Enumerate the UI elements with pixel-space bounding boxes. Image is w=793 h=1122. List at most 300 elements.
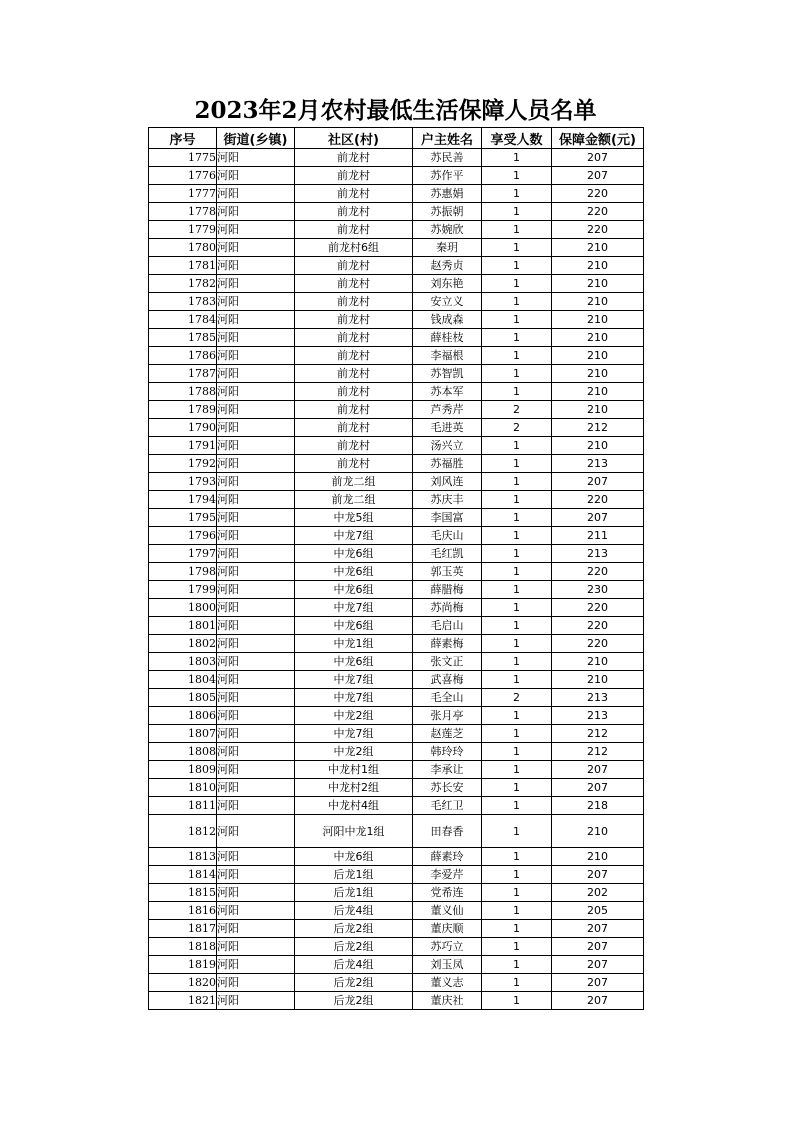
householder-cell: 芦秀芹 <box>413 401 482 419</box>
householder-cell: 董庆顺 <box>413 920 482 938</box>
street-cell: 河阳 <box>217 920 295 938</box>
table-row <box>149 725 644 743</box>
persons-cell: 1 <box>482 761 552 779</box>
street-cell: 河阳 <box>217 707 295 725</box>
table-row <box>149 902 644 920</box>
householder-cell: 苏智凯 <box>413 365 482 383</box>
householder-cell: 苏振朝 <box>413 203 482 221</box>
community-cell: 中龙7组 <box>295 671 413 689</box>
street-cell: 河阳 <box>217 581 295 599</box>
amount-cell: 220 <box>552 491 644 509</box>
householder-cell: 张月亭 <box>413 707 482 725</box>
table-row <box>149 848 644 866</box>
persons-cell: 1 <box>482 938 552 956</box>
table-row <box>149 185 644 203</box>
persons-cell: 1 <box>482 221 552 239</box>
community-cell: 中龙7组 <box>295 527 413 545</box>
table-row <box>149 992 644 1010</box>
street-cell: 河阳 <box>217 725 295 743</box>
street-cell: 河阳 <box>217 974 295 992</box>
community-cell: 前龙村 <box>295 329 413 347</box>
community-cell: 中龙7组 <box>295 689 413 707</box>
community-cell: 前龙村 <box>295 185 413 203</box>
header-persons: 享受人数 <box>482 128 552 149</box>
householder-cell: 武喜梅 <box>413 671 482 689</box>
community-cell: 前龙村 <box>295 419 413 437</box>
householder-cell: 苏尚梅 <box>413 599 482 617</box>
householder-cell: 苏福胜 <box>413 455 482 473</box>
persons-cell: 1 <box>482 797 552 815</box>
header-community: 社区(村) <box>295 128 413 149</box>
householder-cell: 钱成森 <box>413 311 482 329</box>
householder-cell: 郭玉英 <box>413 563 482 581</box>
table-row <box>149 383 644 401</box>
serial-cell: 1805 <box>149 689 217 707</box>
persons-cell: 1 <box>482 653 552 671</box>
table-row <box>149 455 644 473</box>
serial-cell: 1785 <box>149 329 217 347</box>
householder-cell: 薛素梅 <box>413 635 482 653</box>
header-row <box>149 128 644 149</box>
amount-cell: 210 <box>552 347 644 365</box>
householder-cell: 李承让 <box>413 761 482 779</box>
amount-cell: 212 <box>552 743 644 761</box>
persons-cell: 2 <box>482 689 552 707</box>
amount-cell: 220 <box>552 635 644 653</box>
householder-cell: 苏民善 <box>413 149 482 167</box>
householder-cell: 刘玉凤 <box>413 956 482 974</box>
community-cell: 前龙村 <box>295 221 413 239</box>
persons-cell: 1 <box>482 203 552 221</box>
serial-cell: 1802 <box>149 635 217 653</box>
street-cell: 河阳 <box>217 185 295 203</box>
table-row <box>149 491 644 509</box>
serial-cell: 1820 <box>149 974 217 992</box>
table-row <box>149 920 644 938</box>
amount-cell: 210 <box>552 671 644 689</box>
table-row <box>149 974 644 992</box>
amount-cell: 210 <box>552 257 644 275</box>
householder-cell: 毛全山 <box>413 689 482 707</box>
householder-cell: 苏长安 <box>413 779 482 797</box>
table-row <box>149 779 644 797</box>
householder-cell: 毛进英 <box>413 419 482 437</box>
householder-cell: 苏庆丰 <box>413 491 482 509</box>
householder-cell: 苏作平 <box>413 167 482 185</box>
amount-cell: 210 <box>552 365 644 383</box>
serial-cell: 1786 <box>149 347 217 365</box>
community-cell: 中龙村4组 <box>295 797 413 815</box>
community-cell: 河阳中龙1组 <box>295 815 413 848</box>
serial-cell: 1817 <box>149 920 217 938</box>
street-cell: 河阳 <box>217 419 295 437</box>
serial-cell: 1787 <box>149 365 217 383</box>
serial-cell: 1788 <box>149 383 217 401</box>
street-cell: 河阳 <box>217 599 295 617</box>
serial-cell: 1777 <box>149 185 217 203</box>
serial-cell: 1794 <box>149 491 217 509</box>
householder-cell: 董义仙 <box>413 902 482 920</box>
householder-cell: 董义志 <box>413 974 482 992</box>
table-row <box>149 203 644 221</box>
householder-cell: 毛启山 <box>413 617 482 635</box>
persons-cell: 1 <box>482 563 552 581</box>
householder-cell: 毛红卫 <box>413 797 482 815</box>
householder-cell: 董庆社 <box>413 992 482 1010</box>
householder-cell: 刘东艳 <box>413 275 482 293</box>
householder-cell: 汤兴立 <box>413 437 482 455</box>
table-row <box>149 275 644 293</box>
persons-cell: 1 <box>482 473 552 491</box>
serial-cell: 1779 <box>149 221 217 239</box>
header-serial: 序号 <box>149 128 217 149</box>
amount-cell: 213 <box>552 689 644 707</box>
persons-cell: 1 <box>482 992 552 1010</box>
householder-cell: 赵秀贞 <box>413 257 482 275</box>
table-row <box>149 293 644 311</box>
serial-cell: 1806 <box>149 707 217 725</box>
serial-cell: 1814 <box>149 866 217 884</box>
street-cell: 河阳 <box>217 779 295 797</box>
community-cell: 前龙村 <box>295 293 413 311</box>
street-cell: 河阳 <box>217 617 295 635</box>
community-cell: 中龙7组 <box>295 599 413 617</box>
table-row <box>149 689 644 707</box>
street-cell: 河阳 <box>217 743 295 761</box>
table-row <box>149 311 644 329</box>
street-cell: 河阳 <box>217 635 295 653</box>
serial-cell: 1780 <box>149 239 217 257</box>
table-row <box>149 419 644 437</box>
householder-cell: 田春香 <box>413 815 482 848</box>
street-cell: 河阳 <box>217 527 295 545</box>
amount-cell: 207 <box>552 167 644 185</box>
street-cell: 河阳 <box>217 455 295 473</box>
serial-cell: 1789 <box>149 401 217 419</box>
table-row <box>149 149 644 167</box>
community-cell: 前龙村 <box>295 167 413 185</box>
householder-cell: 李爱芹 <box>413 866 482 884</box>
persons-cell: 1 <box>482 275 552 293</box>
serial-cell: 1799 <box>149 581 217 599</box>
householder-cell: 苏巧立 <box>413 938 482 956</box>
serial-cell: 1798 <box>149 563 217 581</box>
street-cell: 河阳 <box>217 473 295 491</box>
street-cell: 河阳 <box>217 902 295 920</box>
amount-cell: 213 <box>552 455 644 473</box>
serial-cell: 1781 <box>149 257 217 275</box>
table-row <box>149 545 644 563</box>
persons-cell: 1 <box>482 149 552 167</box>
street-cell: 河阳 <box>217 563 295 581</box>
street-cell: 河阳 <box>217 401 295 419</box>
table-row <box>149 563 644 581</box>
street-cell: 河阳 <box>217 815 295 848</box>
serial-cell: 1811 <box>149 797 217 815</box>
serial-cell: 1821 <box>149 992 217 1010</box>
community-cell: 前龙村 <box>295 455 413 473</box>
street-cell: 河阳 <box>217 293 295 311</box>
street-cell: 河阳 <box>217 653 295 671</box>
amount-cell: 210 <box>552 239 644 257</box>
serial-cell: 1784 <box>149 311 217 329</box>
street-cell: 河阳 <box>217 509 295 527</box>
persons-cell: 2 <box>482 401 552 419</box>
community-cell: 中龙6组 <box>295 581 413 599</box>
amount-cell: 218 <box>552 797 644 815</box>
serial-cell: 1800 <box>149 599 217 617</box>
amount-cell: 213 <box>552 707 644 725</box>
serial-cell: 1813 <box>149 848 217 866</box>
community-cell: 前龙村 <box>295 311 413 329</box>
persons-cell: 1 <box>482 365 552 383</box>
serial-cell: 1776 <box>149 167 217 185</box>
street-cell: 河阳 <box>217 848 295 866</box>
persons-cell: 1 <box>482 866 552 884</box>
persons-cell: 1 <box>482 920 552 938</box>
community-cell: 中龙村1组 <box>295 761 413 779</box>
serial-cell: 1819 <box>149 956 217 974</box>
table-row <box>149 743 644 761</box>
street-cell: 河阳 <box>217 275 295 293</box>
table-row <box>149 401 644 419</box>
table-row <box>149 437 644 455</box>
amount-cell: 210 <box>552 383 644 401</box>
street-cell: 河阳 <box>217 257 295 275</box>
amount-cell: 207 <box>552 509 644 527</box>
street-cell: 河阳 <box>217 329 295 347</box>
community-cell: 中龙6组 <box>295 617 413 635</box>
header-street: 街道(乡镇) <box>217 128 295 149</box>
table-row <box>149 761 644 779</box>
persons-cell: 1 <box>482 437 552 455</box>
street-cell: 河阳 <box>217 149 295 167</box>
street-cell: 河阳 <box>217 311 295 329</box>
persons-cell: 1 <box>482 815 552 848</box>
amount-cell: 210 <box>552 293 644 311</box>
street-cell: 河阳 <box>217 866 295 884</box>
community-cell: 前龙村 <box>295 365 413 383</box>
householder-cell: 薛桂枝 <box>413 329 482 347</box>
serial-cell: 1808 <box>149 743 217 761</box>
persons-cell: 1 <box>482 743 552 761</box>
amount-cell: 220 <box>552 221 644 239</box>
community-cell: 后龙2组 <box>295 938 413 956</box>
table-row <box>149 617 644 635</box>
persons-cell: 1 <box>482 185 552 203</box>
serial-cell: 1809 <box>149 761 217 779</box>
amount-cell: 212 <box>552 725 644 743</box>
persons-cell: 1 <box>482 527 552 545</box>
table-row <box>149 257 644 275</box>
householder-cell: 韩玲玲 <box>413 743 482 761</box>
amount-cell: 220 <box>552 617 644 635</box>
householder-cell: 安立义 <box>413 293 482 311</box>
page-title: 2023年2月农村最低生活保障人员名单 <box>194 97 597 124</box>
community-cell: 中龙6组 <box>295 545 413 563</box>
amount-cell: 220 <box>552 563 644 581</box>
householder-cell: 薛腊梅 <box>413 581 482 599</box>
street-cell: 河阳 <box>217 689 295 707</box>
amount-cell: 220 <box>552 599 644 617</box>
amount-cell: 220 <box>552 203 644 221</box>
community-cell: 中龙2组 <box>295 743 413 761</box>
header-householder: 户主姓名 <box>413 128 482 149</box>
community-cell: 后龙4组 <box>295 902 413 920</box>
persons-cell: 1 <box>482 725 552 743</box>
amount-cell: 207 <box>552 938 644 956</box>
table-row <box>149 884 644 902</box>
householder-cell: 苏本军 <box>413 383 482 401</box>
persons-cell: 1 <box>482 581 552 599</box>
street-cell: 河阳 <box>217 167 295 185</box>
persons-cell: 1 <box>482 257 552 275</box>
householder-cell: 李福根 <box>413 347 482 365</box>
serial-cell: 1803 <box>149 653 217 671</box>
roster-table <box>148 127 644 1010</box>
persons-cell: 1 <box>482 383 552 401</box>
amount-cell: 207 <box>552 956 644 974</box>
table-row <box>149 653 644 671</box>
amount-cell: 207 <box>552 974 644 992</box>
community-cell: 前龙村 <box>295 437 413 455</box>
table-row <box>149 347 644 365</box>
amount-cell: 230 <box>552 581 644 599</box>
persons-cell: 1 <box>482 599 552 617</box>
community-cell: 中龙2组 <box>295 707 413 725</box>
householder-cell: 薛素玲 <box>413 848 482 866</box>
amount-cell: 207 <box>552 779 644 797</box>
table-row <box>149 509 644 527</box>
street-cell: 河阳 <box>217 761 295 779</box>
householder-cell: 毛庆山 <box>413 527 482 545</box>
table-row <box>149 527 644 545</box>
amount-cell: 207 <box>552 866 644 884</box>
persons-cell: 1 <box>482 956 552 974</box>
table-row <box>149 866 644 884</box>
serial-cell: 1815 <box>149 884 217 902</box>
table-row <box>149 635 644 653</box>
persons-cell: 2 <box>482 419 552 437</box>
amount-cell: 207 <box>552 473 644 491</box>
householder-cell: 刘风连 <box>413 473 482 491</box>
persons-cell: 1 <box>482 902 552 920</box>
amount-cell: 205 <box>552 902 644 920</box>
street-cell: 河阳 <box>217 383 295 401</box>
householder-cell: 苏惠娟 <box>413 185 482 203</box>
persons-cell: 1 <box>482 455 552 473</box>
table-row <box>149 797 644 815</box>
serial-cell: 1792 <box>149 455 217 473</box>
table-row <box>149 239 644 257</box>
community-cell: 中龙7组 <box>295 725 413 743</box>
community-cell: 后龙4组 <box>295 956 413 974</box>
amount-cell: 210 <box>552 653 644 671</box>
table-row <box>149 938 644 956</box>
householder-cell: 赵莲芝 <box>413 725 482 743</box>
street-cell: 河阳 <box>217 671 295 689</box>
community-cell: 前龙村 <box>295 203 413 221</box>
street-cell: 河阳 <box>217 938 295 956</box>
serial-cell: 1790 <box>149 419 217 437</box>
street-cell: 河阳 <box>217 347 295 365</box>
serial-cell: 1804 <box>149 671 217 689</box>
amount-cell: 210 <box>552 275 644 293</box>
serial-cell: 1793 <box>149 473 217 491</box>
serial-cell: 1775 <box>149 149 217 167</box>
persons-cell: 1 <box>482 545 552 563</box>
amount-cell: 210 <box>552 401 644 419</box>
street-cell: 河阳 <box>217 221 295 239</box>
amount-cell: 207 <box>552 761 644 779</box>
persons-cell: 1 <box>482 239 552 257</box>
street-cell: 河阳 <box>217 239 295 257</box>
table-row <box>149 221 644 239</box>
serial-cell: 1816 <box>149 902 217 920</box>
community-cell: 前龙村 <box>295 275 413 293</box>
persons-cell: 1 <box>482 311 552 329</box>
serial-cell: 1812 <box>149 815 217 848</box>
amount-cell: 213 <box>552 545 644 563</box>
persons-cell: 1 <box>482 617 552 635</box>
householder-cell: 张文正 <box>413 653 482 671</box>
community-cell: 中龙6组 <box>295 653 413 671</box>
table-row <box>149 581 644 599</box>
street-cell: 河阳 <box>217 437 295 455</box>
amount-cell: 207 <box>552 149 644 167</box>
street-cell: 河阳 <box>217 992 295 1010</box>
amount-cell: 202 <box>552 884 644 902</box>
persons-cell: 1 <box>482 707 552 725</box>
householder-cell: 党希连 <box>413 884 482 902</box>
serial-cell: 1778 <box>149 203 217 221</box>
persons-cell: 1 <box>482 671 552 689</box>
serial-cell: 1797 <box>149 545 217 563</box>
persons-cell: 1 <box>482 491 552 509</box>
community-cell: 前龙村 <box>295 149 413 167</box>
amount-cell: 210 <box>552 848 644 866</box>
persons-cell: 1 <box>482 974 552 992</box>
persons-cell: 1 <box>482 293 552 311</box>
street-cell: 河阳 <box>217 545 295 563</box>
table-row <box>149 815 644 848</box>
table-row <box>149 599 644 617</box>
table-row <box>149 671 644 689</box>
community-cell: 后龙1组 <box>295 866 413 884</box>
persons-cell: 1 <box>482 329 552 347</box>
community-cell: 中龙5组 <box>295 509 413 527</box>
community-cell: 前龙村 <box>295 257 413 275</box>
community-cell: 前龙村 <box>295 383 413 401</box>
community-cell: 中龙6组 <box>295 848 413 866</box>
amount-cell: 210 <box>552 329 644 347</box>
persons-cell: 1 <box>482 167 552 185</box>
amount-cell: 220 <box>552 185 644 203</box>
householder-cell: 毛红凯 <box>413 545 482 563</box>
householder-cell: 秦玥 <box>413 239 482 257</box>
roster-body <box>149 149 644 1010</box>
community-cell: 中龙村2组 <box>295 779 413 797</box>
amount-cell: 212 <box>552 419 644 437</box>
serial-cell: 1801 <box>149 617 217 635</box>
serial-cell: 1818 <box>149 938 217 956</box>
persons-cell: 1 <box>482 635 552 653</box>
amount-cell: 210 <box>552 437 644 455</box>
community-cell: 前龙村6组 <box>295 239 413 257</box>
street-cell: 河阳 <box>217 797 295 815</box>
serial-cell: 1810 <box>149 779 217 797</box>
street-cell: 河阳 <box>217 956 295 974</box>
